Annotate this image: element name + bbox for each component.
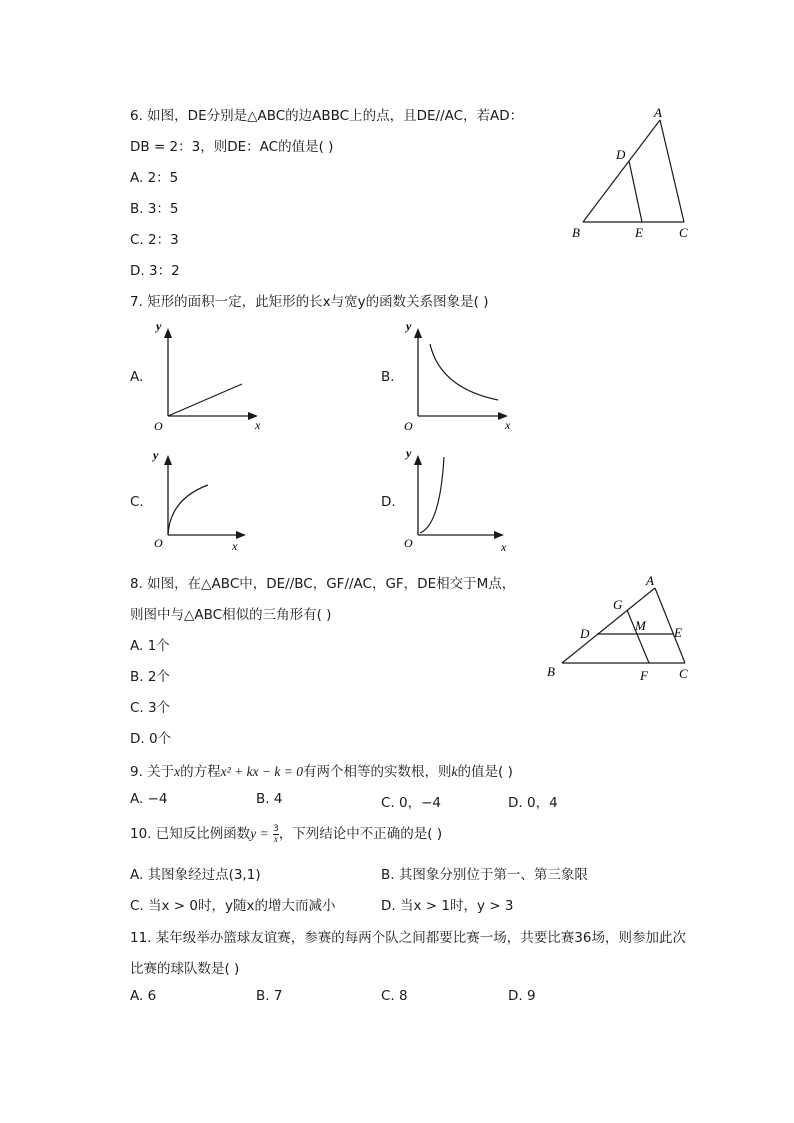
q6-label-b: B — [572, 225, 580, 240]
q10-option-c[interactable]: C. 当x > 0时，y随x的增大而减小 — [130, 898, 336, 914]
q9-stem-mid: 的方程 — [180, 764, 221, 780]
q11-stem-line1: 11. 某年级举办篮球友谊赛，参赛的每两个队之间都要比赛一场，共要比赛36场，则参加此次 — [130, 930, 686, 946]
arrow-right-icon — [494, 531, 504, 539]
q9-var-x: x — [174, 764, 181, 779]
q8-option-d[interactable]: D. 0个 — [130, 731, 172, 747]
q8-label-e: E — [674, 625, 682, 640]
q8-label-b: B — [547, 664, 555, 679]
q8-option-b[interactable]: B. 2个 — [130, 669, 170, 685]
q7-graph-d[interactable] — [400, 445, 520, 557]
q6-option-a[interactable]: A. 2：5 — [130, 170, 179, 186]
q7c-origin-label: O — [154, 536, 163, 550]
q7a-x-label: x — [255, 418, 261, 432]
q6-triangle-figure — [560, 100, 700, 245]
arrow-up-icon — [164, 455, 172, 465]
q6-stem-line2: DB = 2：3，则DE：AC的值是( ) — [130, 139, 334, 155]
q7d-origin-label: O — [404, 536, 413, 550]
q6-label-d: D — [616, 147, 626, 162]
q11-stem-line2: 比赛的球队数是( ) — [130, 961, 240, 977]
q9-stem — [130, 760, 513, 780]
q11-option-c[interactable]: C. 8 — [381, 988, 408, 1004]
arrow-up-icon — [164, 328, 172, 338]
q9-option-d[interactable]: D. 0，4 — [508, 795, 558, 811]
q9-stem-end: 的值是( ) — [457, 764, 513, 780]
q7-option-d-label[interactable]: D. — [381, 494, 396, 510]
q8-option-c[interactable]: C. 3个 — [130, 700, 171, 716]
q8-label-f: F — [640, 668, 648, 683]
q11-option-b[interactable]: B. 7 — [256, 988, 283, 1004]
q9-stem-pre: 9. 关于 — [130, 764, 175, 780]
q7d-y-label: y — [406, 446, 412, 460]
q10-option-a[interactable]: A. 其图象经过点(3,1) — [130, 867, 261, 883]
q9-option-b[interactable]: B. 4 — [256, 791, 283, 807]
q6-label-c: C — [679, 225, 688, 240]
q9-var-k: k — [451, 764, 458, 779]
q7d-exp-curve — [420, 457, 444, 533]
q7d-x-label: x — [501, 540, 507, 554]
q7-option-c-label[interactable]: C. — [130, 494, 144, 510]
q8-stem-line1: 8. 如图，在△ABC中，DE//BC，GF//AC，GF，DE相交于M点， — [130, 576, 516, 592]
q8-stem-line2: 则图中与△ABC相似的三角形有( ) — [130, 607, 332, 623]
q7-graph-c[interactable] — [150, 445, 255, 557]
q10-stem — [130, 822, 442, 844]
q6-side-ac — [660, 120, 684, 222]
arrow-up-icon — [414, 455, 422, 465]
arrow-right-icon — [236, 531, 246, 539]
q6-option-c[interactable]: C. 2：3 — [130, 232, 179, 248]
q7a-y-label: y — [156, 319, 162, 333]
q7-stem: 7. 矩形的面积一定，此矩形的长x与宽y的函数关系图象是( ) — [130, 294, 489, 310]
q6-option-b[interactable]: B. 3：5 — [130, 201, 179, 217]
q7c-sqrt-curve — [168, 485, 208, 535]
q7a-line-curve — [168, 384, 242, 416]
q6-side-ba — [583, 120, 660, 222]
q8-label-c: C — [679, 666, 688, 681]
q7b-x-label: x — [505, 418, 511, 432]
q7c-x-label: x — [232, 539, 238, 553]
q11-option-d[interactable]: D. 9 — [508, 988, 536, 1004]
q7-graph-b[interactable] — [400, 318, 520, 433]
q7-option-b-label[interactable]: B. — [381, 369, 395, 385]
q6-segment-de — [629, 161, 642, 222]
q8-label-g: G — [613, 597, 623, 612]
q7-option-a-label[interactable]: A. — [130, 369, 144, 385]
q7b-y-label: y — [406, 319, 412, 333]
q7c-y-label: y — [153, 448, 159, 462]
q8-label-m: M — [635, 618, 646, 633]
q10-frac-num: 3 — [273, 823, 279, 834]
q6-label-e: E — [635, 225, 643, 240]
q10-option-d[interactable]: D. 当x > 1时，y > 3 — [381, 898, 514, 914]
q10-stem-post: ，下列结论中不正确的是( ) — [278, 826, 443, 842]
q8-label-d: D — [580, 626, 590, 641]
q7-graph-a[interactable] — [150, 318, 270, 433]
q9-equation: x² + kx − k = 0 — [220, 764, 304, 779]
q8-option-a[interactable]: A. 1个 — [130, 638, 170, 654]
q6-option-d[interactable]: D. 3：2 — [130, 263, 180, 279]
q7b-hyperbola-curve — [430, 344, 498, 400]
q6-stem-line1: 6. 如图，DE分别是△ABC的边ABBC上的点，且DE//AC，若AD： — [130, 108, 524, 124]
q10-stem-pre: 10. 已知反比例函数 — [130, 826, 251, 842]
q6-label-a: A — [654, 105, 662, 120]
q7b-origin-label: O — [404, 419, 413, 433]
arrow-up-icon — [414, 328, 422, 338]
q11-option-a[interactable]: A. 6 — [130, 988, 157, 1004]
q7a-origin-label: O — [154, 419, 163, 433]
q9-stem-post: 有两个相等的实数根，则 — [303, 764, 452, 780]
q10-frac-den: x — [273, 833, 278, 844]
q8-triangle-figure — [540, 570, 700, 685]
q8-label-a: A — [646, 573, 654, 588]
q10-function-y: y = — [250, 826, 269, 841]
q10-option-b[interactable]: B. 其图象分别位于第一、第三象限 — [381, 867, 588, 883]
q9-option-a[interactable]: A. −4 — [130, 791, 168, 807]
q9-option-c[interactable]: C. 0，−4 — [381, 795, 441, 811]
